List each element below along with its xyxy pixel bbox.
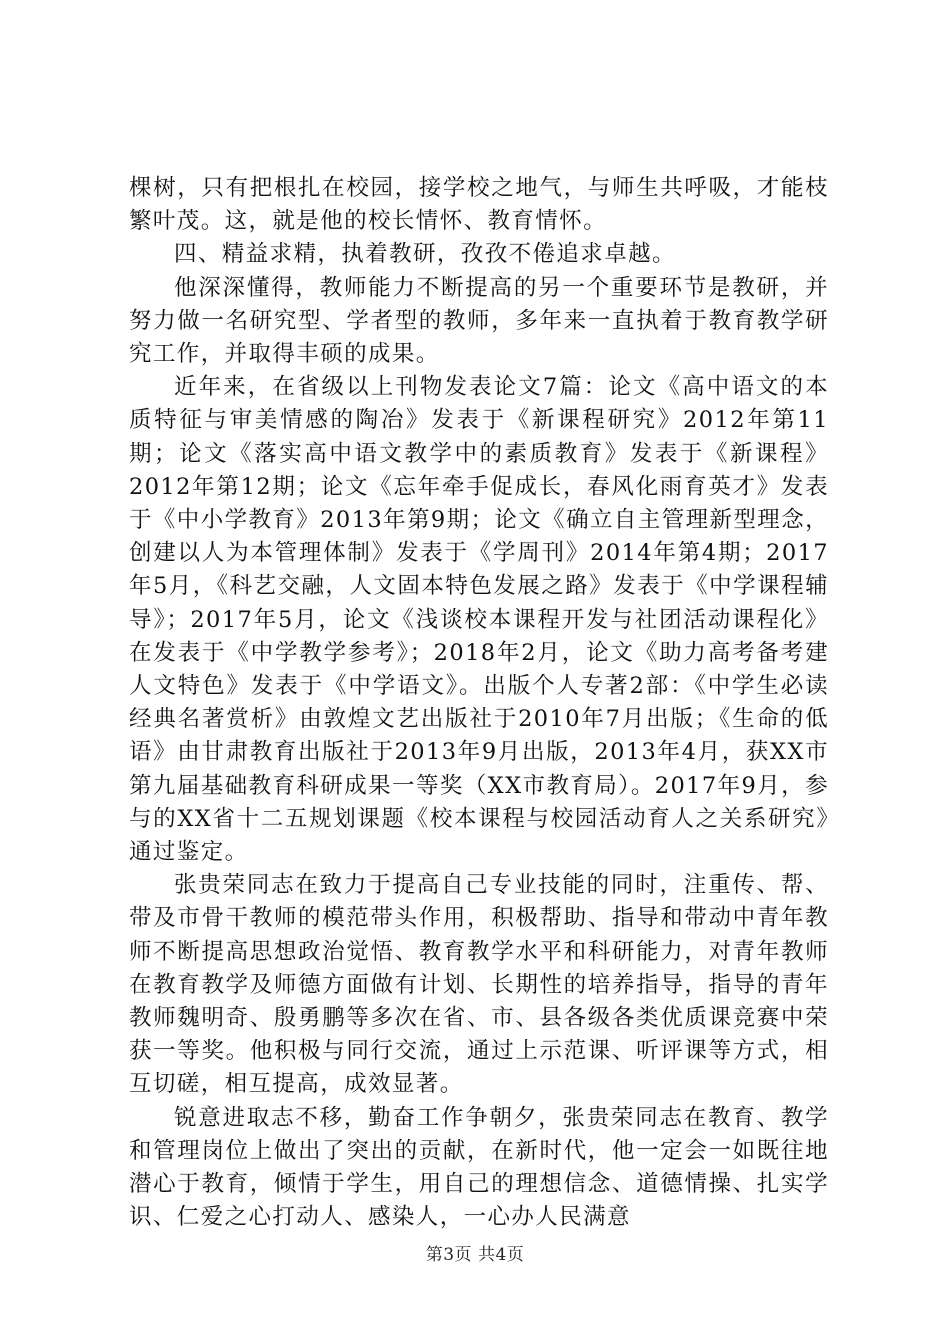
document-body bbox=[129, 172, 829, 1235]
paragraph-research-intro: 他深深懂得，教师能力不断提高的另一个重要环节是教研，并努力做一名研究型、学者型的教师，多年来一直执着于教育教学研究工作，并取得丰硕的成果。 bbox=[129, 274, 829, 368]
paragraph-conclusion: 锐意进取志不移，勤奋工作争朝夕，张贵荣同志在教育、教学和管理岗位上做出了突出的贡献，在新时代，他一定会一如既往地潜心于教育，倾情于学生，用自己的理想信念、道德情操、扎实学识、仁爱之心打动人、感染人，一心办人民满意 bbox=[129, 1104, 829, 1231]
paragraph-publications: 近年来，在省级以上刊物发表论文7篇：论文《高中语文的本质特征与审美情感的陶冶》发表于《新课程研究》2012年第11期；论文《落实高中语文教学中的素质教育》发表于《新课程》2012年第12期；论文《忘年牵手促成长，春风化雨育英才》发表于《中小学教育》2013年第9期；论文《确立自主管理新型理念，创建以人为本管理体制》发表于《学周刊》2014年第4期；2017年5月，《科艺交融，人文固本特色发展之路》发表于《中学课程辅导》；2017年5月，论文《浅谈校本课程开发与社团活动课程化》在发表于《中学教学参考》；2018年2月，论文《助力高考备考建人文特色》发表于《中学语文》。出版个人专著2部：《中学生必读经典名著赏析》由敦煌文艺出版社于2010年7月出版；《生命的低语》由甘肃教育出版社于2013年9月出版，2013年4月，获XX市第九届基础教育科研成果一等奖（XX市教育局）。2017年9月，参与的XX省十二五规划课题《校本课程与校园活动育人之关系研究》通过鉴定。 bbox=[129, 374, 829, 866]
section-heading-four: 四、精益求精，执着教研，孜孜不倦追求卓越。 bbox=[174, 241, 676, 268]
page-number-footer: 第3页 共4页 bbox=[425, 1245, 525, 1265]
paragraph-continuation: 棵树，只有把根扎在校园，接学校之地气，与师生共呼吸，才能枝繁叶茂。这，就是他的校长情怀、教育情怀。 bbox=[129, 175, 829, 235]
paragraph-mentoring: 张贵荣同志在致力于提高自己专业技能的同时，注重传、帮、带及市骨干教师的模范带头作用，积极帮助、指导和带动中青年教师不断提高思想政治觉悟、教育教学水平和科研能力，对青年教师在教育教学及师德方面做有计划、长期性的培养指导，指导的青年教师魏明奇、殷勇鹏等多次在省、市、县各级各类优质课竞赛中荣获一等奖。他积极与同行交流，通过上示范课、听评课等方式，相互切磋，相互提高，成效显著。 bbox=[129, 872, 829, 1098]
